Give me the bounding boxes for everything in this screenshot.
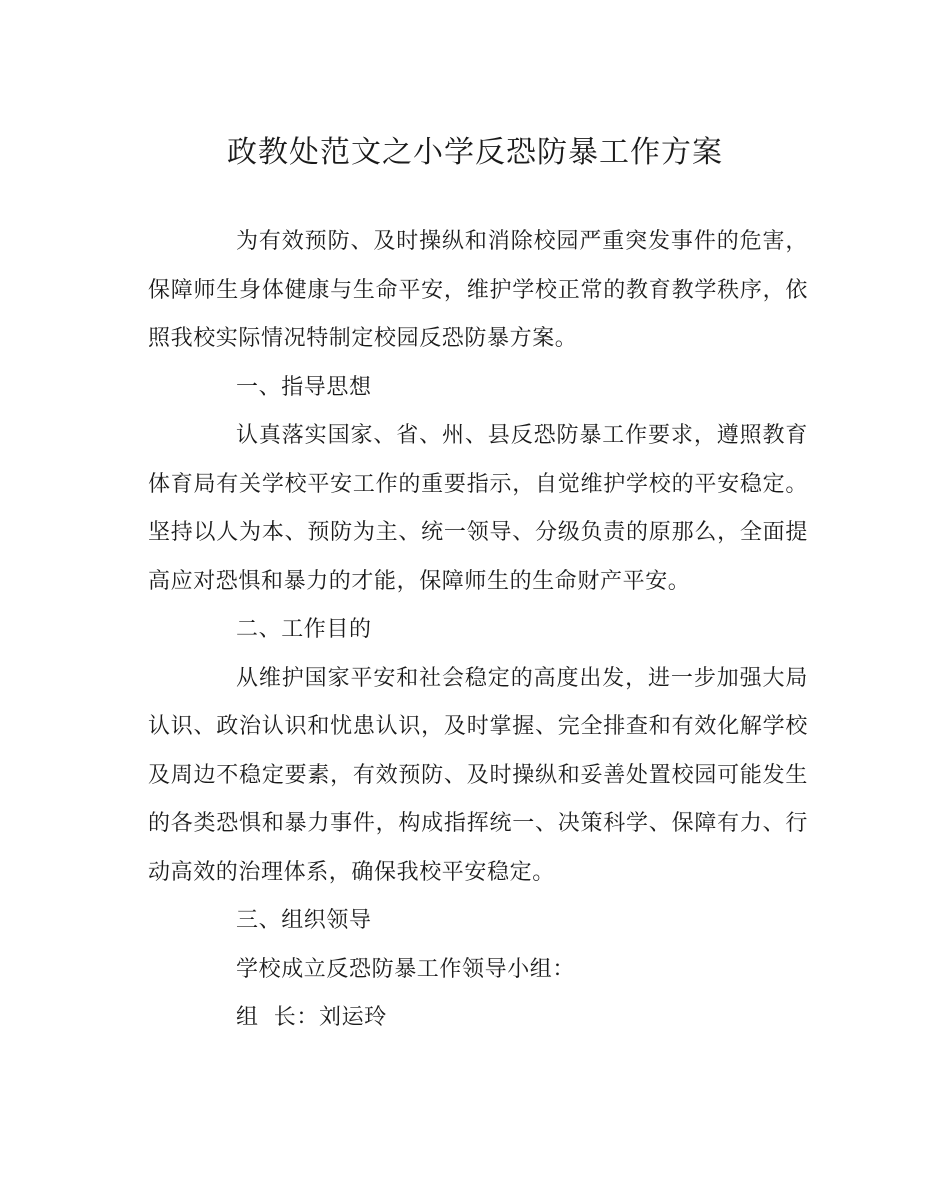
section-heading-work-goal: 二、工作目的 (236, 617, 372, 642)
group-leader-row (148, 994, 808, 1043)
document-title: 政教处范文之小学反恐防暴工作方案 (227, 135, 723, 170)
section-heading-organization: 三、组织领导 (236, 908, 372, 933)
group-leader-label: 组 长： (236, 1005, 319, 1030)
intro-paragraph: 为有效预防、及时操纵和消除校园严重突发事件的危害，保障师生身体健康与生命平安，维护学校正常的教育教学秩序，依照我校实际情况特制定校园反恐防暴方案。 (148, 229, 808, 351)
group-leader-name: 刘运玲 (319, 1005, 387, 1030)
section-paragraph-guiding-ideology: 认真落实国家、省、州、县反恐防暴工作要求，遵照教育体育局有关学校平安工作的重要指示，自觉维护学校的平安稳定。坚持以人为本、预防为主、统一领导、分级负责的原那么，全面提高应对恐惧和暴力的才能，保障师生的生命财产平安。 (148, 423, 808, 594)
section-paragraph-work-goal: 从维护国家平安和社会稳定的高度出发，进一步加强大局认识、政治认识和忧患认识，及时掌握、完全排查和有效化解学校及周边不稳定要素，有效预防、及时操纵和妥善处置校园可能发生的各类恐惧和暴力事件，构成指挥统一、决策科学、保障有力、行动高效的治理体系，确保我校平安稳定。 (148, 665, 808, 885)
section-paragraph-organization: 学校成立反恐防暴工作领导小组： (236, 956, 576, 982)
section-heading-guiding-ideology: 一、指导思想 (236, 374, 372, 400)
document-body (148, 218, 808, 1043)
